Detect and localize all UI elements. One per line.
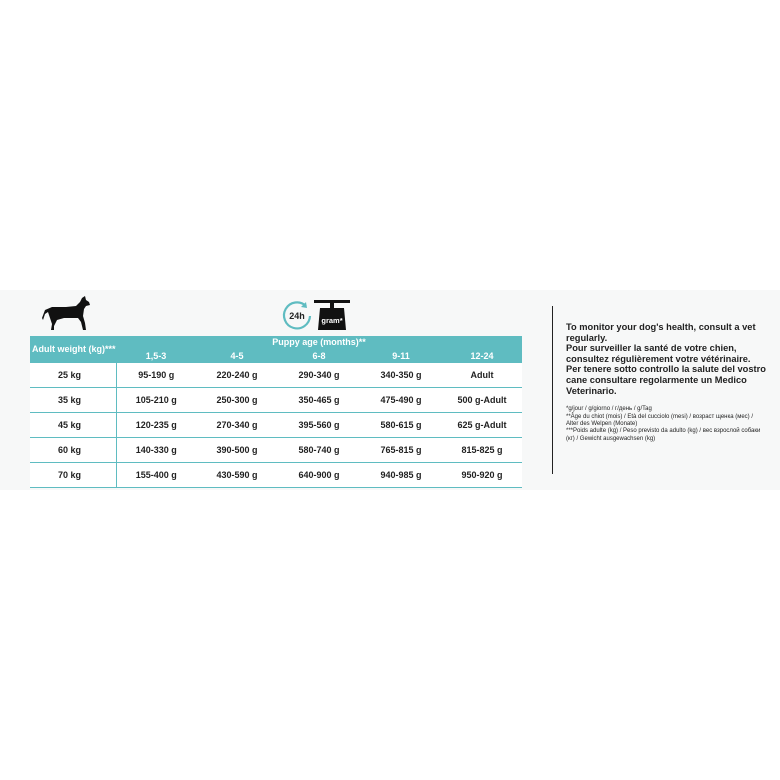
amount-cell: 155-400 g	[116, 463, 196, 488]
amount-cell: 270-340 g	[196, 413, 278, 438]
amount-cell: 625 g-Adult	[442, 413, 522, 438]
amount-cell: 340-350 g	[360, 363, 442, 388]
footnote-adult-weight: ***Poids adulte (kg) / Peso previsto da adulto (kg) / вес взрослой собаки (кг) / Gewicht ausgewachsen (kg)	[566, 428, 761, 442]
amount-cell: 250-300 g	[196, 388, 278, 413]
age-header: Puppy age (months)**	[116, 336, 522, 349]
amount-cell: 765-815 g	[360, 438, 442, 463]
period-label: 24h	[289, 311, 305, 321]
weight-cell: 25 kg	[30, 363, 116, 388]
amount-cell: 815-825 g	[442, 438, 522, 463]
amount-cell: 500 g-Adult	[442, 388, 522, 413]
amount-cell: 395-560 g	[278, 413, 360, 438]
amount-cell: 580-615 g	[360, 413, 442, 438]
footnote-daily-amount: *g/jour / g/giorno / г/день / g/Tag	[566, 406, 652, 413]
footnote-puppy-age: **Âge du chiot (mois) / Età del cucciolo (mesi) / возраст щенка (мес) / Alter des Welpen (Monate)	[566, 413, 754, 427]
note-french: Pour surveiller la santé de votre chien, consultez régulièrement votre vétérinaire.	[566, 343, 751, 364]
weight-header: Adult weight (kg)***	[30, 336, 116, 363]
scale-icon	[314, 300, 350, 330]
note-english: To monitor your dog's health, consult a vet regularly.	[566, 322, 756, 343]
amount-cell: 430-590 g	[196, 463, 278, 488]
unit-label: gram*	[321, 316, 343, 325]
feeding-table-wrap	[30, 336, 522, 488]
age-column-header: 9-11	[360, 349, 442, 363]
dog-silhouette-icon	[42, 296, 92, 332]
amount-cell: 290-340 g	[278, 363, 360, 388]
health-notes	[566, 322, 766, 443]
amount-cell: 640-900 g	[278, 463, 360, 488]
vertical-divider	[552, 306, 553, 474]
table-row	[30, 463, 522, 488]
age-column-header: 12-24	[442, 349, 522, 363]
age-column-header: 4-5	[196, 349, 278, 363]
amount-cell: 350-465 g	[278, 388, 360, 413]
amount-cell: Adult	[442, 363, 522, 388]
weight-cell: 70 kg	[30, 463, 116, 488]
amount-cell: 940-985 g	[360, 463, 442, 488]
age-column-header: 6-8	[278, 349, 360, 363]
amount-cell: 950-920 g	[442, 463, 522, 488]
weight-cell: 45 kg	[30, 413, 116, 438]
amount-cell: 220-240 g	[196, 363, 278, 388]
amount-cell: 580-740 g	[278, 438, 360, 463]
24h-cycle-icon	[284, 302, 310, 328]
table-row	[30, 413, 522, 438]
amount-cell: 390-500 g	[196, 438, 278, 463]
table-row	[30, 388, 522, 413]
amount-cell: 95-190 g	[116, 363, 196, 388]
weight-cell: 35 kg	[30, 388, 116, 413]
amount-cell: 105-210 g	[116, 388, 196, 413]
amount-cell: 140-330 g	[116, 438, 196, 463]
table-row	[30, 363, 522, 388]
amount-cell: 120-235 g	[116, 413, 196, 438]
age-column-header: 1,5-3	[116, 349, 196, 363]
weight-cell: 60 kg	[30, 438, 116, 463]
table-row	[30, 438, 522, 463]
amount-cell: 475-490 g	[360, 388, 442, 413]
feeding-icons	[280, 298, 352, 334]
note-italian: Per tenere sotto controllo la salute del vostro cane consultare regolarmente un Medico Veterinario.	[566, 364, 766, 396]
feeding-table	[30, 336, 522, 488]
